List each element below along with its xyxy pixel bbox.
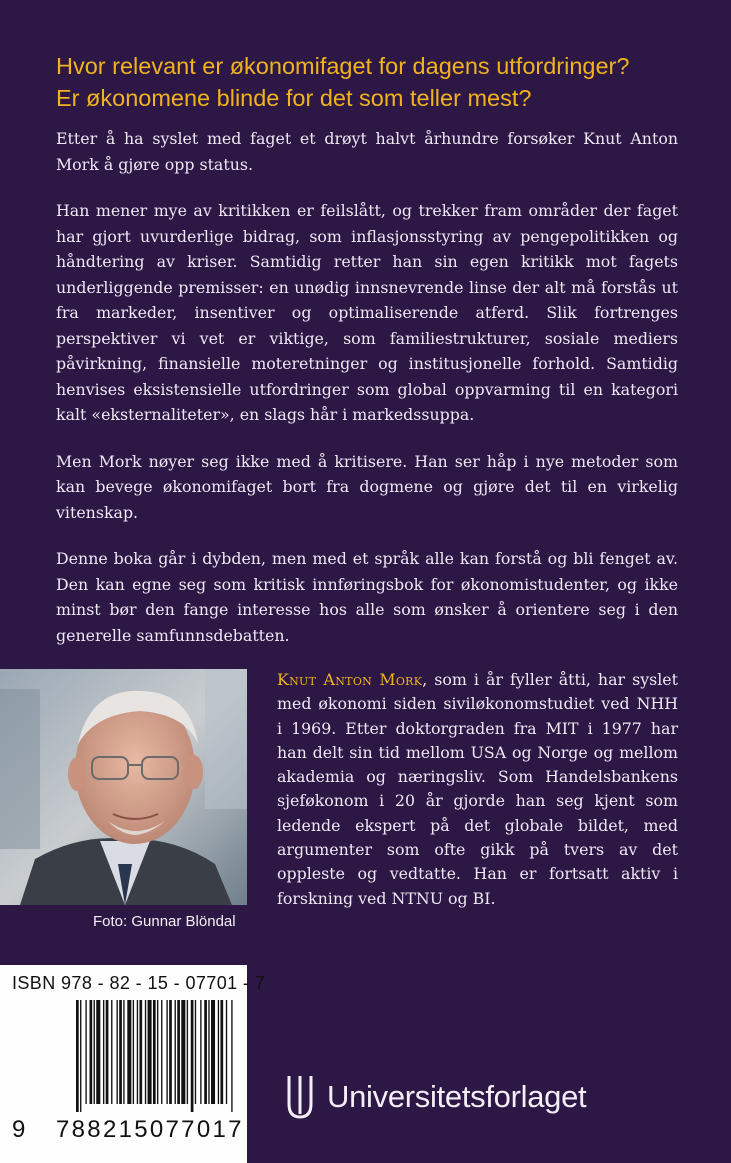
blurb-paragraph: Etter å ha syslet med faget et drøyt halvt århundre forsøker Knut Anton Mork å gjøre opp status. [56, 129, 678, 174]
barcode-bar [85, 1000, 86, 1104]
barcode-bar [145, 1000, 146, 1104]
barcode-bar [137, 1000, 138, 1104]
barcode-bar [139, 1000, 142, 1104]
blurb-paragraph: Denne boka går i dybden, men med et språk alle kan forstå og bli fenget av. Den kan egne seg som kritisk innføringsbok for økonomistudenter, og ikke minst bør den fange interesse hos alle som ønsker å orientere seg i den generelle samfunnsdebatten. [56, 549, 678, 645]
barcode-bar [80, 1000, 81, 1112]
barcode-bar [200, 1000, 201, 1104]
barcode-bars [76, 1000, 234, 1112]
barcode-bar [106, 1000, 109, 1104]
u-logo-icon [285, 1074, 315, 1120]
barcode-bar [226, 1000, 227, 1104]
barcode-bar [123, 1000, 124, 1104]
author-photo [0, 669, 247, 905]
barcode-bar [90, 1000, 93, 1104]
author-bio-text: , som i år fyller åtti, har syslet med økonomi siden siviløkonomstudiet ved NHH i 1969. Etter doktorgraden fra MIT i 1977 har han delt sin tid mellom USA og Norge og mellom akademia og næringsliv. Som Handelsbankens sjeføkonom i 20 år gjorde han seg kjent som ledende ekspert på det globale bildet, med argumenter som ofte gikk på tvers av det oppleste og vedtatte. Han er fortsatt aktiv i forskning ved NTNU og BI. [277, 670, 678, 908]
barcode-bar [208, 1000, 209, 1104]
barcode-bar [127, 1000, 131, 1104]
photo-credit: Foto: Gunnar Blöndal [93, 913, 236, 930]
barcode-digits: 788215077017 [56, 1116, 244, 1143]
barcode-bar [166, 1000, 167, 1104]
barcode-bar [218, 1000, 219, 1104]
barcode-bar [157, 1000, 158, 1104]
publisher-name: Universitetsforlaget [327, 1079, 587, 1114]
barcode-bar [96, 1000, 100, 1104]
headline [56, 50, 696, 114]
author-name: Knut Anton Mork [277, 670, 423, 689]
barcode-bar [169, 1000, 172, 1104]
barcode-bar [76, 1000, 79, 1112]
barcode-bar [94, 1000, 95, 1104]
headline-line-2: Er økonomene blinde for det som teller mest? [56, 85, 532, 111]
barcode-bar [231, 1000, 232, 1112]
blurb-paragraph: Men Mork nøyer seg ikke med å kritisere. Han ser håp i nye metoder som kan bevege økonomifaget bort fra dogmene og gjøre det til en virkelig vitenskap. [56, 451, 678, 522]
blurb-paragraph: Han mener mye av kritikken er feilslått, og trekker fram områder der faget har gjort uvurderlige bidrag, som inflasjonsstyring av pengepolitikken og håndtering av kriser. Samtidig retter han sin egen kritikk mot fagets underliggende premisser: en unødig innsnevrende linse der alt må forstås ut fra markeder, insentiver og optimaliserende atferd. Slik fortrenges perspektiver vi vet er viktige, som familiestrukturer, sosiale mediers påvirkning, finansielle moteretninger og institusjonelle forhold. Samtidig henvises eksistensielle utfordringer som global oppvarming til en kategori kalt «eksternaliteter», en slags hår i markedssuppa. [56, 201, 678, 424]
isbn-barcode [0, 965, 266, 1163]
barcode-bar [133, 1000, 134, 1104]
barcode-bar [153, 1000, 156, 1104]
barcode-bar [117, 1000, 118, 1104]
barcode-bar [148, 1000, 152, 1104]
headline-line-1: Hvor relevant er økonomifaget for dagens utfordringer? [56, 53, 630, 79]
publisher-logo [285, 1074, 586, 1120]
blurb [56, 126, 678, 669]
barcode-bar [175, 1000, 176, 1104]
barcode-bar [220, 1000, 223, 1104]
barcode-bar [103, 1000, 104, 1104]
isbn-label: ISBN 978 - 82 - 15 - 07701 - 7 [12, 973, 266, 993]
barcode-bar [111, 1000, 112, 1104]
barcode-bar [119, 1000, 122, 1104]
barcode-bar [187, 1000, 188, 1104]
barcode-lead-digit: 9 [12, 1116, 26, 1143]
barcode-bar [181, 1000, 185, 1104]
barcode-bar [211, 1000, 215, 1104]
barcode-bar [161, 1000, 162, 1104]
barcode-bar [177, 1000, 180, 1104]
barcode-bar [191, 1000, 194, 1112]
author-bio [277, 668, 678, 911]
barcode-bar [204, 1000, 207, 1104]
barcode-bar [195, 1000, 196, 1104]
